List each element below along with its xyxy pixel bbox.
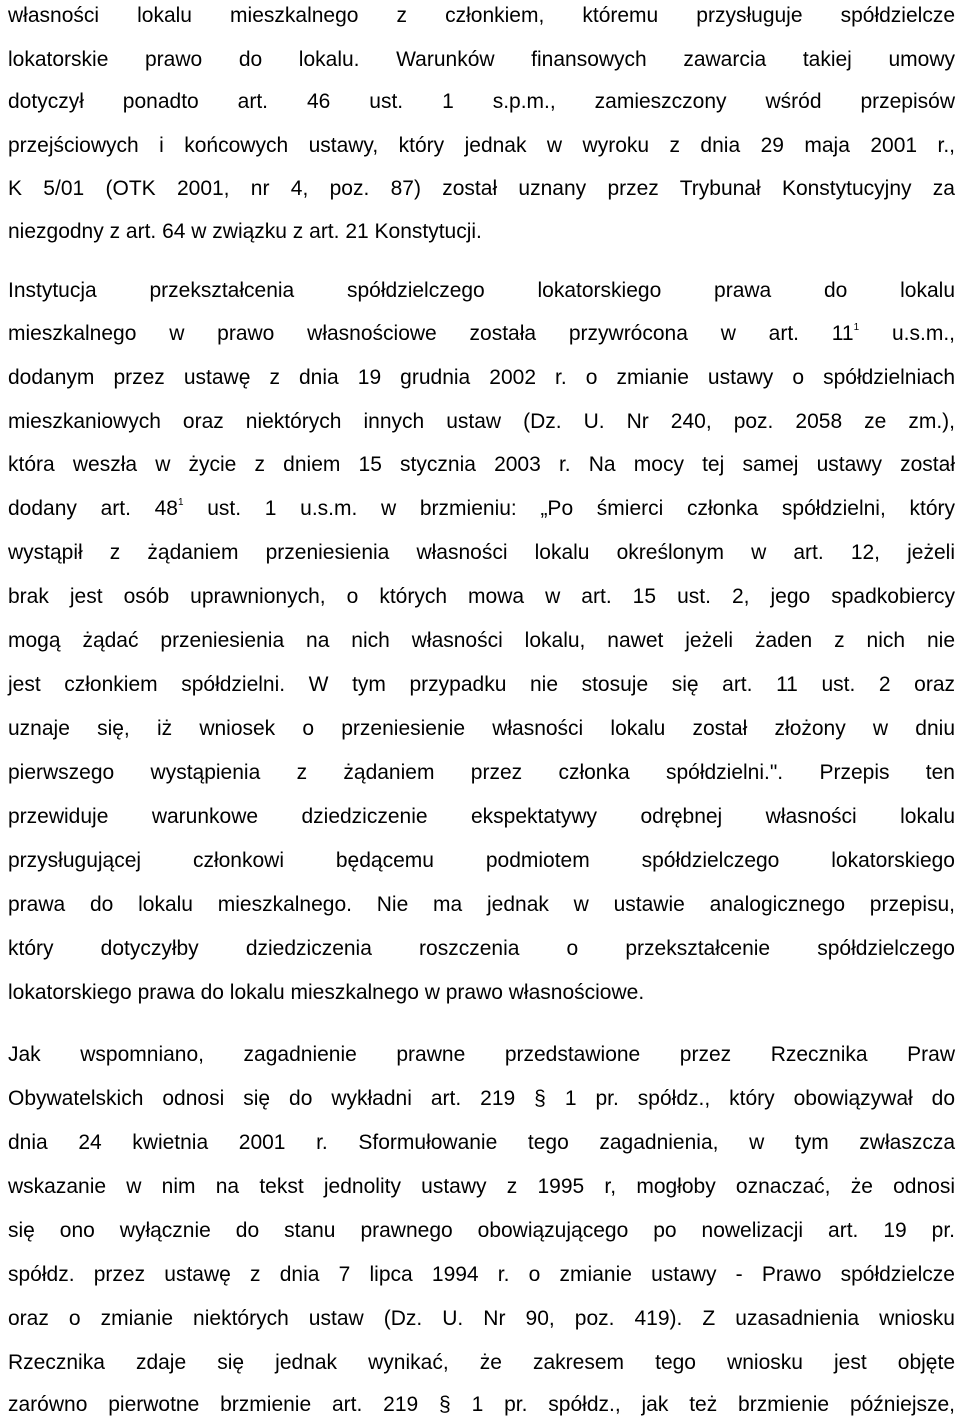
text-line: zarówno pierwotne brzmienie art. 219 § 1 pr. spółdz., jak też brzmienie późniejsze,: [8, 1393, 955, 1416]
text-line: jest członkiem spółdzielni. W tym przypadku nie stosuje się art. 11 ust. 2 oraz: [8, 673, 955, 696]
superscript: 1: [177, 497, 184, 508]
text-line: mogą żądać przeniesienia na nich własności lokalu, nawet jeżeli żaden z nich nie: [8, 629, 955, 652]
text-line: lokatorskiego prawa do lokalu mieszkalnego w prawo własnościowe.: [8, 981, 645, 1004]
text-line: Jak wspomniano, zagadnienie prawne przedstawione przez Rzecznika Praw: [8, 1043, 955, 1066]
text-line: spółdz. przez ustawę z dnia 7 lipca 1994 r. o zmianie ustawy - Prawo spółdzielcze: [8, 1263, 955, 1286]
text-line: się ono wyłącznie do stanu prawnego obowiązującego po nowelizacji art. 19 pr.: [8, 1219, 955, 1242]
text-line: uznaje się, iż wniosek o przeniesienie własności lokalu został złożony w dniu: [8, 717, 955, 740]
text-line: przysługującej członkowi będącemu podmiotem spółdzielczego lokatorskiego: [8, 849, 955, 872]
text-line: wystąpił z żądaniem przeniesienia własności lokalu określonym w art. 12, jeżeli: [8, 541, 955, 564]
text-line: mieszkalnego w prawo własnościowe została przywrócona w art. $11^1$ u.s.m.,: [8, 322, 955, 345]
text-line: Rzecznika zdaje się jednak wynikać, że zakresem tego wniosku jest objęte: [8, 1351, 955, 1374]
text-line: brak jest osób uprawnionych, o których mowa w art. 15 ust. 2, jego spadkobiercy: [8, 585, 955, 608]
text-line: dodany art. $48^1$ ust. 1 u.s.m. w brzmieniu: „Po śmierci członka spółdzielni, który: [8, 497, 955, 520]
text-line: przejściowych i końcowych ustawy, który jednak w wyroku z dnia 29 maja 2001 r.,: [8, 134, 955, 157]
text-line: mieszkaniowych oraz niektórych innych ustaw (Dz. U. Nr 240, poz. 2058 ze zm.),: [8, 410, 955, 433]
text-line: która weszła w życie z dniem 15 stycznia 2003 r. Na mocy tej samej ustawy został: [8, 453, 955, 476]
text-line: dodanym przez ustawę z dnia 19 grudnia 2002 r. o zmianie ustawy o spółdzielniach: [8, 366, 955, 389]
text-line: przewiduje warunkowe dziedziczenie ekspektatywy odrębnej własności lokalu: [8, 805, 955, 828]
superscript: 1: [853, 322, 860, 333]
text-line: niezgodny z art. 64 w związku z art. 21 Konstytucji.: [8, 220, 482, 243]
text-line: Obywatelskich odnosi się do wykładni art. 219 § 1 pr. spółdz., który obowiązywał do: [8, 1087, 955, 1110]
text-line: oraz o zmianie niektórych ustaw (Dz. U. Nr 90, poz. 419). Z uzasadnienia wniosku: [8, 1307, 955, 1330]
text-line: własności lokalu mieszkalnego z członkiem, któremu przysługuje spółdzielcze: [8, 4, 955, 27]
text-line: prawa do lokalu mieszkalnego. Nie ma jednak w ustawie analogicznego przepisu,: [8, 893, 955, 916]
text-line: dnia 24 kwietnia 2001 r. Sformułowanie tego zagadnienia, w tym zwłaszcza: [8, 1131, 955, 1154]
text-line: K 5/01 (OTK 2001, nr 4, poz. 87) został uznany przez Trybunał Konstytucyjny za: [8, 177, 955, 200]
text-line: Instytucja przekształcenia spółdzielczego lokatorskiego prawa do lokalu: [8, 279, 955, 302]
text-line: wskazanie w nim na tekst jednolity ustawy z 1995 r, mogłoby oznaczać, że odnosi: [8, 1175, 955, 1198]
text-line: pierwszego wystąpienia z żądaniem przez członka spółdzielni.". Przepis ten: [8, 761, 955, 784]
text-line: lokatorskie prawo do lokalu. Warunków finansowych zawarcia takiej umowy: [8, 48, 955, 71]
text-line: dotyczył ponadto art. 46 ust. 1 s.p.m., zamieszczony wśród przepisów: [8, 90, 955, 113]
text-line: który dotyczyłby dziedziczenia roszczenia o przekształcenie spółdzielczego: [8, 937, 955, 960]
